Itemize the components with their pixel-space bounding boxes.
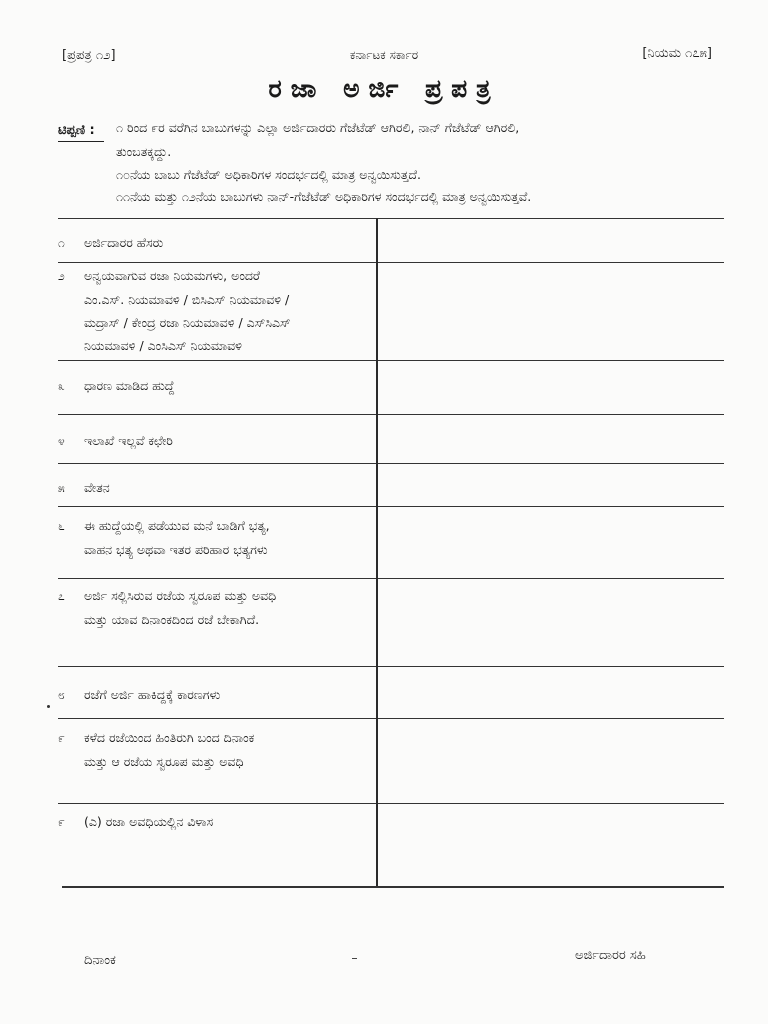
government-name: ಕರ್ನಾಟಕ ಸರ್ಕಾರ <box>349 48 419 62</box>
row-number: ೯ <box>58 815 65 829</box>
row-number: ೬ <box>58 519 65 533</box>
row-label-cont: ಮತ್ತು ಯಾವ ದಿನಾಂಕದಿಂದ ರಜೆ ಬೇಕಾಗಿದೆ. <box>84 612 260 627</box>
row-label: ಅರ್ಜಿ ಸಲ್ಲಿಸಿರುವ ರಜೆಯ ಸ್ವರೂಪ ಮತ್ತು ಅವಧಿ <box>84 588 277 603</box>
row-label: ಈ ಹುದ್ದೆಯಲ್ಲಿ ಪಡೆಯುವ ಮನೆ ಬಾಡಿಗೆ ಭತ್ಯ, <box>84 518 270 533</box>
row-label-cont: ನಿಯಮಾವಳಿ / ಎಂಸಿಎಸ್ ನಿಯಮಾವಳಿ <box>84 338 242 353</box>
form-title: ರಜಾ ಅರ್ಜಿ ಪ್ರಪತ್ರ <box>268 74 500 103</box>
signature-label: ಅರ್ಜಿದಾರರ ಸಹಿ <box>575 948 646 963</box>
row-label: ವೇತನ <box>84 480 110 495</box>
row-number: ೪ <box>58 434 65 448</box>
table-rule <box>58 414 724 415</box>
row-label: ಧಾರಣ ಮಾಡಿದ ಹುದ್ದೆ <box>84 378 175 393</box>
note-label: ಟಿಪ್ಪಣಿ : <box>58 123 95 138</box>
stray-mark <box>352 958 357 959</box>
row-number: ೨ <box>58 269 65 283</box>
row-label: ಅರ್ಜಿದಾರರ ಹೆಸರು <box>84 235 164 250</box>
note-line-2: ತುಂಬತಕ್ಕದ್ದು. <box>116 144 172 159</box>
note-label-underline <box>58 141 104 142</box>
row-last-leave <box>58 726 254 773</box>
row-department <box>58 429 173 453</box>
row-label: (ಎ) ರಜಾ ಅವಧಿಯಲ್ಲಿನ ವಿಳಾಸ <box>84 814 214 829</box>
note-line-4: ೧೧ನೆಯ ಮತ್ತು ೧೨ನೆಯ ಬಾಬುಗಳು ನಾನ್-ಗೆಜೆಟೆಡ್ ಅಧಿಕಾರಿಗಳ ಸಂದರ್ಭದಲ್ಲಿ ಮಾತ್ರ ಅನ್ವಯಿಸುತ್ತವೆ. <box>116 189 532 204</box>
row-label: ಅನ್ವಯವಾಗುವ ರಜಾ ನಿಯಮಗಳು, ಅಂದರೆ <box>84 268 261 283</box>
table-rule <box>58 218 724 219</box>
row-label-cont: ಮತ್ತು ಆ ರಜೆಯ ಸ್ವರೂಪ ಮತ್ತು ಅವಧಿ <box>84 754 244 769</box>
row-label: ಕಳೆದ ರಜೆಯಿಂದ ಹಿಂತಿರುಗಿ ಬಂದ ದಿನಾಂಕ <box>84 730 255 745</box>
rule-number: [ನಿಯಮ ೧೭೫] <box>642 46 712 61</box>
table-rule <box>58 262 724 263</box>
row-allowances <box>58 514 270 561</box>
row-number: ೫ <box>58 481 65 495</box>
row-post-held <box>58 374 175 398</box>
row-number: ೧ <box>58 236 65 250</box>
form-number: [ಪ್ರಪತ್ರ ೧೨] <box>62 48 116 63</box>
row-label-cont: ವಾಹನ ಭತ್ಯ ಅಥವಾ ಇತರ ಪರಿಹಾರ ಭತ್ಯಗಳು <box>84 542 268 557</box>
row-label: ರಜೆಗೆ ಅರ್ಜಿ ಹಾಕಿದ್ದಕ್ಕೆ ಕಾರಣಗಳು <box>84 687 221 702</box>
row-number: ೮ <box>58 688 65 702</box>
row-number: ೭ <box>58 589 65 603</box>
row-label-cont: ಮದ್ರಾಸ್ / ಕೇಂದ್ರ ರಜಾ ನಿಯಮಾವಳಿ / ಎಸ್‌ಸಿಎಸ್ <box>84 315 291 330</box>
table-rule <box>58 506 724 507</box>
row-label-cont: ಎಂ.ಎಸ್. ನಿಯಮಾವಳಿ / ಬಿಸಿಎಸ್ ನಿಯಮಾವಳಿ / <box>84 292 290 307</box>
table-rule <box>58 666 724 667</box>
date-label: ದಿನಾಂಕ <box>84 953 116 968</box>
table-rule <box>58 578 724 579</box>
row-applicant-name <box>58 231 163 255</box>
table-rule <box>58 360 724 361</box>
table-rule <box>58 803 724 804</box>
row-leave-rules <box>58 264 291 357</box>
row-leave-reasons <box>58 683 220 707</box>
column-divider <box>376 218 378 886</box>
row-leave-nature <box>58 584 276 631</box>
row-salary <box>58 476 110 500</box>
scan-speck <box>47 705 50 708</box>
note-line-3: ೧೦ನೆಯ ಬಾಬು ಗೆಜೆಟೆಡ್ ಅಧಿಕಾರಿಗಳ ಸಂದರ್ಭದಲ್ಲಿ ಮಾತ್ರ ಅನ್ವಯಿಸುತ್ತದೆ. <box>116 167 421 182</box>
table-rule <box>62 886 724 888</box>
table-rule <box>58 718 724 719</box>
note-line-1: ೧ ರಿಂದ ೯ರ ವರೆಗಿನ ಬಾಬುಗಳನ್ನು ಎಲ್ಲಾ ಅರ್ಜಿದಾರರು ಗೆಜೆಟೆಡ್ ಆಗಿರಲಿ, ನಾನ್ ಗೆಜೆಟೆಡ್ ಆಗಿರಲಿ, <box>116 120 520 135</box>
row-number: ೯ <box>58 731 65 745</box>
row-number: ೩ <box>58 379 65 393</box>
form-table <box>58 218 724 886</box>
row-leave-address <box>58 810 213 834</box>
row-label: ಇಲಾಖೆ ಇಲ್ಲವೆ ಕಛೇರಿ <box>84 433 173 448</box>
table-rule <box>58 463 724 464</box>
